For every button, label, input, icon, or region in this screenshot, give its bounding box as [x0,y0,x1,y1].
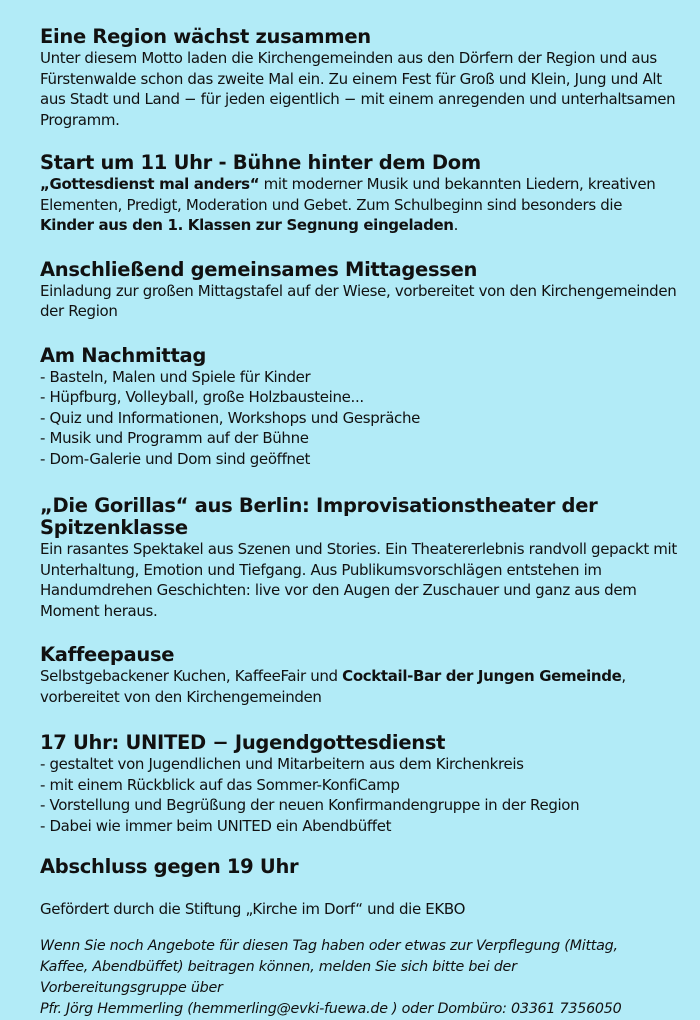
coffee-heading: Kaffeepause [40,643,175,666]
list-item: - Basteln, Malen und Spiele für Kinder [40,367,311,386]
contact-line: Kaffee, Abendbüffet) beitragen können, melden Sie sich bitte bei der [40,958,517,975]
gorillas-section [40,495,680,621]
start-text-a: mit moderner Musik und bekannten Liedern, kreativen Elementen, Predigt, Moderation und Gebet. Zum Schulbeginn sind besonders die [40,175,656,214]
afternoon-section [40,345,680,470]
coffee-text-b: , vorbereitet von den Kirchengemeinden [40,667,626,706]
afternoon-heading: Am Nachmittag [40,343,206,367]
list-item: - gestaltet von Jugendlichen und Mitarbeitern aus dem Kirchenkreis [40,755,524,773]
start-text [40,174,680,236]
children-blessing: Kinder aus den 1. Klassen zur Segnung eingeladen [40,216,454,234]
cocktail-bar: Cocktail-Bar der Jungen Gemeinde [342,667,622,685]
contact-line: Pfr. Jörg Hemmerling (hemmerling@evki-fuewa.de ) oder Dombüro: 03361 7356050 [40,1000,622,1017]
coffee-text [40,666,680,707]
start-text-b: . [453,216,459,234]
lunch-text: Einladung zur großen Mittagstafel auf der Wiese, vorbereitet von den Kirchengemeinden der Region [40,281,677,320]
contact-note [40,936,680,1020]
funding-note: Gefördert durch die Stiftung „Kirche im Dorf“ und die EKBO [40,900,466,918]
list-item: - Quiz und Informationen, Workshops und Gespräche [40,408,420,427]
closing-heading: Abschluss gegen 19 Uhr [40,855,299,878]
list-item: - Vorstellung und Begrüßung der neuen Konfirmandengruppe in der Region [40,796,580,814]
gorillas-text: Ein rasantes Spektakel aus Szenen und Stories. Ein Theatererlebnis randvoll gepackt mit Unterhaltung, Emotion und Tiefgang. Aus Publikumsvorschlägen entstehen im Handumdrehen Geschichten: live vor den Augen der Zuschauer und ganz aus dem Moment heraus. [40,540,677,620]
contact-line: Vorbereitungsgruppe über [40,979,223,996]
intro-heading: Eine Region wächst zusammen [40,25,371,48]
lunch-section [40,259,680,322]
contact-line: Wenn Sie noch Angebote für diesen Tag haben oder etwas zur Verpflegung (Mittag, [40,937,618,954]
list-item: - Musik und Programm auf der Bühne [40,429,309,447]
afternoon-list [40,367,680,470]
intro-text: Unter diesem Motto laden die Kirchengemeinden aus den Dörfern der Region und aus Fürstenwalde schon das zweite Mal ein. Zu einem Fest für Groß und Klein, Jung und Alt aus Stadt und Land − für jeden eigentlich − mit einem anregenden und unterhaltsamen Programm. [40,49,676,129]
coffee-section [40,644,680,707]
start-heading: Start um 11 Uhr - Bühne hinter dem Dom [40,151,481,174]
united-section [40,732,680,836]
coffee-text-a: Selbstgebackener Kuchen, KaffeeFair und [40,667,343,685]
intro-section [40,26,680,130]
list-item: - Dabei wie immer beim UNITED ein Abendbüffet [40,816,392,835]
closing-section [40,856,680,878]
start-section [40,152,680,236]
list-item: - mit einem Rückblick auf das Sommer-KonfiCamp [40,775,400,794]
list-item: - Dom-Galerie und Dom sind geöffnet [40,449,311,468]
lunch-heading: Anschließend gemeinsames Mittagessen [40,257,478,281]
list-item: - Hüpfburg, Volleyball, große Holzbausteine... [40,388,364,406]
gorillas-heading: „Die Gorillas“ aus Berlin: Improvisationstheater der Spitzenklasse [40,494,598,539]
united-heading: 17 Uhr: UNITED − Jugendgottesdienst [40,731,446,754]
service-title: „Gottesdienst mal anders“ [40,175,260,193]
united-list [40,754,680,836]
